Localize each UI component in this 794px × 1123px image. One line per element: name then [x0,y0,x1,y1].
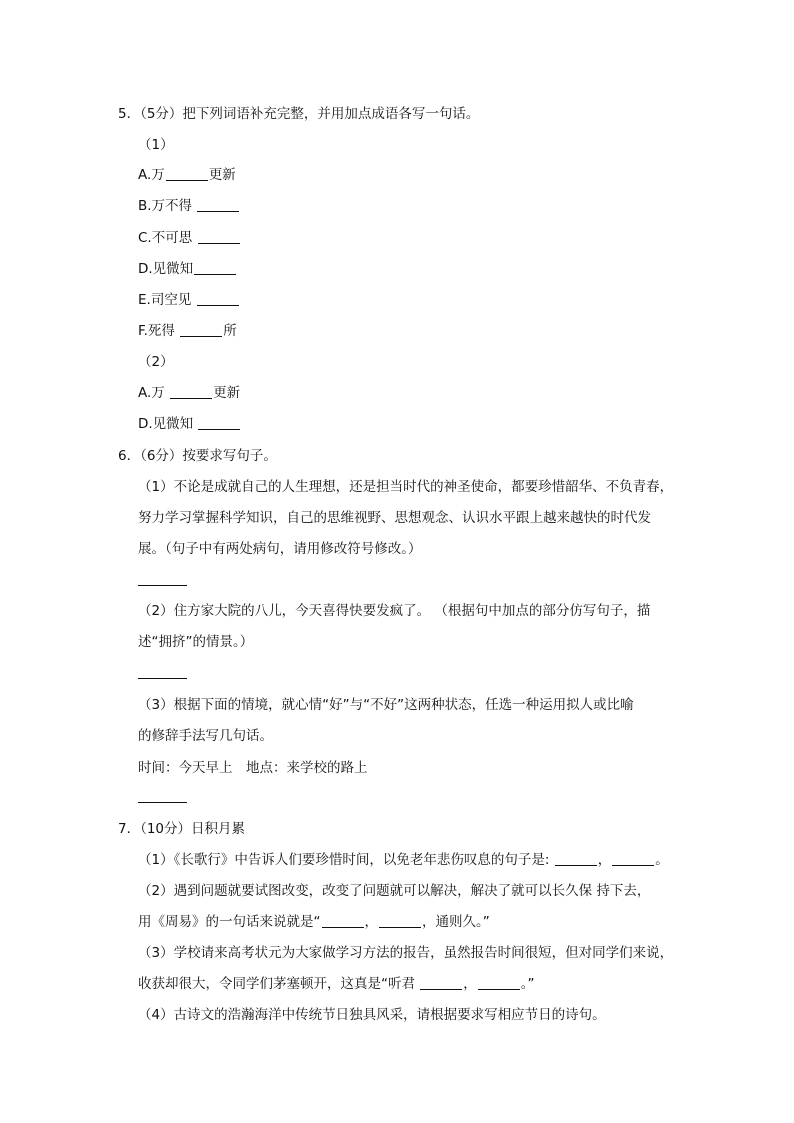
q6-s3-line3: 时间：今天早上 地点：来学校的路上 [138,760,368,776]
q6-s3-line1: （3）根据下面的情境，就心情“好”与“不好”这两种状态，任选一种运用拟人或比喻 [138,697,634,713]
q6-s3-line2: 的修辞手法写几句话。 [138,728,273,744]
q5-part1-label: （1） [138,137,174,153]
answer-blank[interactable] [612,851,654,866]
q5-item-d [138,259,237,279]
q5-part2-item-d [138,414,241,434]
item-prefix: D.见微知 [138,416,198,432]
answer-blank[interactable] [197,197,239,212]
q7-header: 7．（10分）日积月累 [118,821,246,837]
q5-part2-item-a [138,383,240,403]
q6-s1-line2: 努力学习掌握科学知识，自己的思维视野、思想观念、认识水平跟上越来越快的时代发 [138,510,651,526]
answer-blank[interactable] [198,415,240,430]
q6-s2-line2: 述“拥挤”的情景。） [138,634,254,650]
answer-blank[interactable] [322,913,364,928]
separator: ， [463,976,477,992]
q5-item-f [138,321,237,341]
q5-header: 5．（5分）把下列词语补充完整，并用加点成语各写一句话。 [118,106,480,122]
text-before: 用《周易》的一句话来说就是“ [138,914,321,930]
item-suffix: 更新 [208,167,236,183]
q6-s2-line1: （2）住方家大院的八儿，今天喜得快要发疯了。 （根据句中加点的部分仿写句子，描 [138,603,651,619]
q7-s2-line2 [138,912,490,932]
item-prefix: B.万不得 [138,198,197,214]
answer-blank[interactable] [197,291,239,306]
q6-s1-line1: （1）不论是成就自己的人生理想，还是担当时代的神圣使命，都要珍惜韶华、不负青春， [138,479,674,495]
answer-blank[interactable] [478,975,520,990]
answer-blank[interactable] [379,913,421,928]
item-prefix: A.万 [138,167,165,183]
q7-s3-line2 [138,974,535,994]
item-prefix: E.司空见 [138,292,196,308]
answer-blank[interactable] [194,260,236,275]
text-after: ，通则久。” [422,914,490,930]
item-suffix: 更新 [213,385,241,401]
answer-line[interactable] [138,802,187,803]
answer-line[interactable] [138,678,187,679]
item-prefix: F.死得 [138,323,180,339]
q5-part2-label: （2） [138,354,174,370]
q7-s2-line1: （2）遇到问题就要试图改变，改变了问题就可以解决，解决了就可以长久保 持下去， [138,883,651,899]
answer-blank[interactable] [170,384,212,399]
q5-item-e [138,290,240,310]
answer-blank[interactable] [420,975,462,990]
q5-item-b [138,196,240,216]
answer-blank[interactable] [166,166,208,181]
item-suffix: 所 [223,323,237,339]
q5-item-c [138,228,241,248]
answer-blank[interactable] [555,851,597,866]
item-prefix: A.万 [138,385,170,401]
text-before: 收获却很大，令同学们茅塞顿开，这真是“听君 [138,976,420,992]
q7-s1 [138,850,669,870]
q7-s3-line1: （3）学校请来高考状元为大家做学习方法的报告，虽然报告时间很短，但对同学们来说， [138,945,674,961]
q7-s4: （4）古诗文的浩瀚海洋中传统节日独具风采，请根据要求写相应节日的诗句。 [138,1007,606,1023]
end-mark: 。 [655,852,669,868]
answer-line[interactable] [138,585,187,586]
q6-header: 6．（6分）按要求写句子。 [118,448,277,464]
item-prefix: D.见微知 [138,261,194,277]
q6-s1-line3: 展。（句子中有两处病句，请用修改符号修改。） [138,541,422,557]
answer-blank[interactable] [198,229,240,244]
q7-s1-text: （1）《长歌行》中告诉人们要珍惜时间，以免老年悲伤叹息的句子是: [138,852,554,868]
separator: ， [364,914,378,930]
item-prefix: C.不可思 [138,230,197,246]
answer-blank[interactable] [180,322,222,337]
text-after: 。” [520,976,535,992]
q5-item-a [138,165,236,185]
separator: ， [597,852,612,868]
